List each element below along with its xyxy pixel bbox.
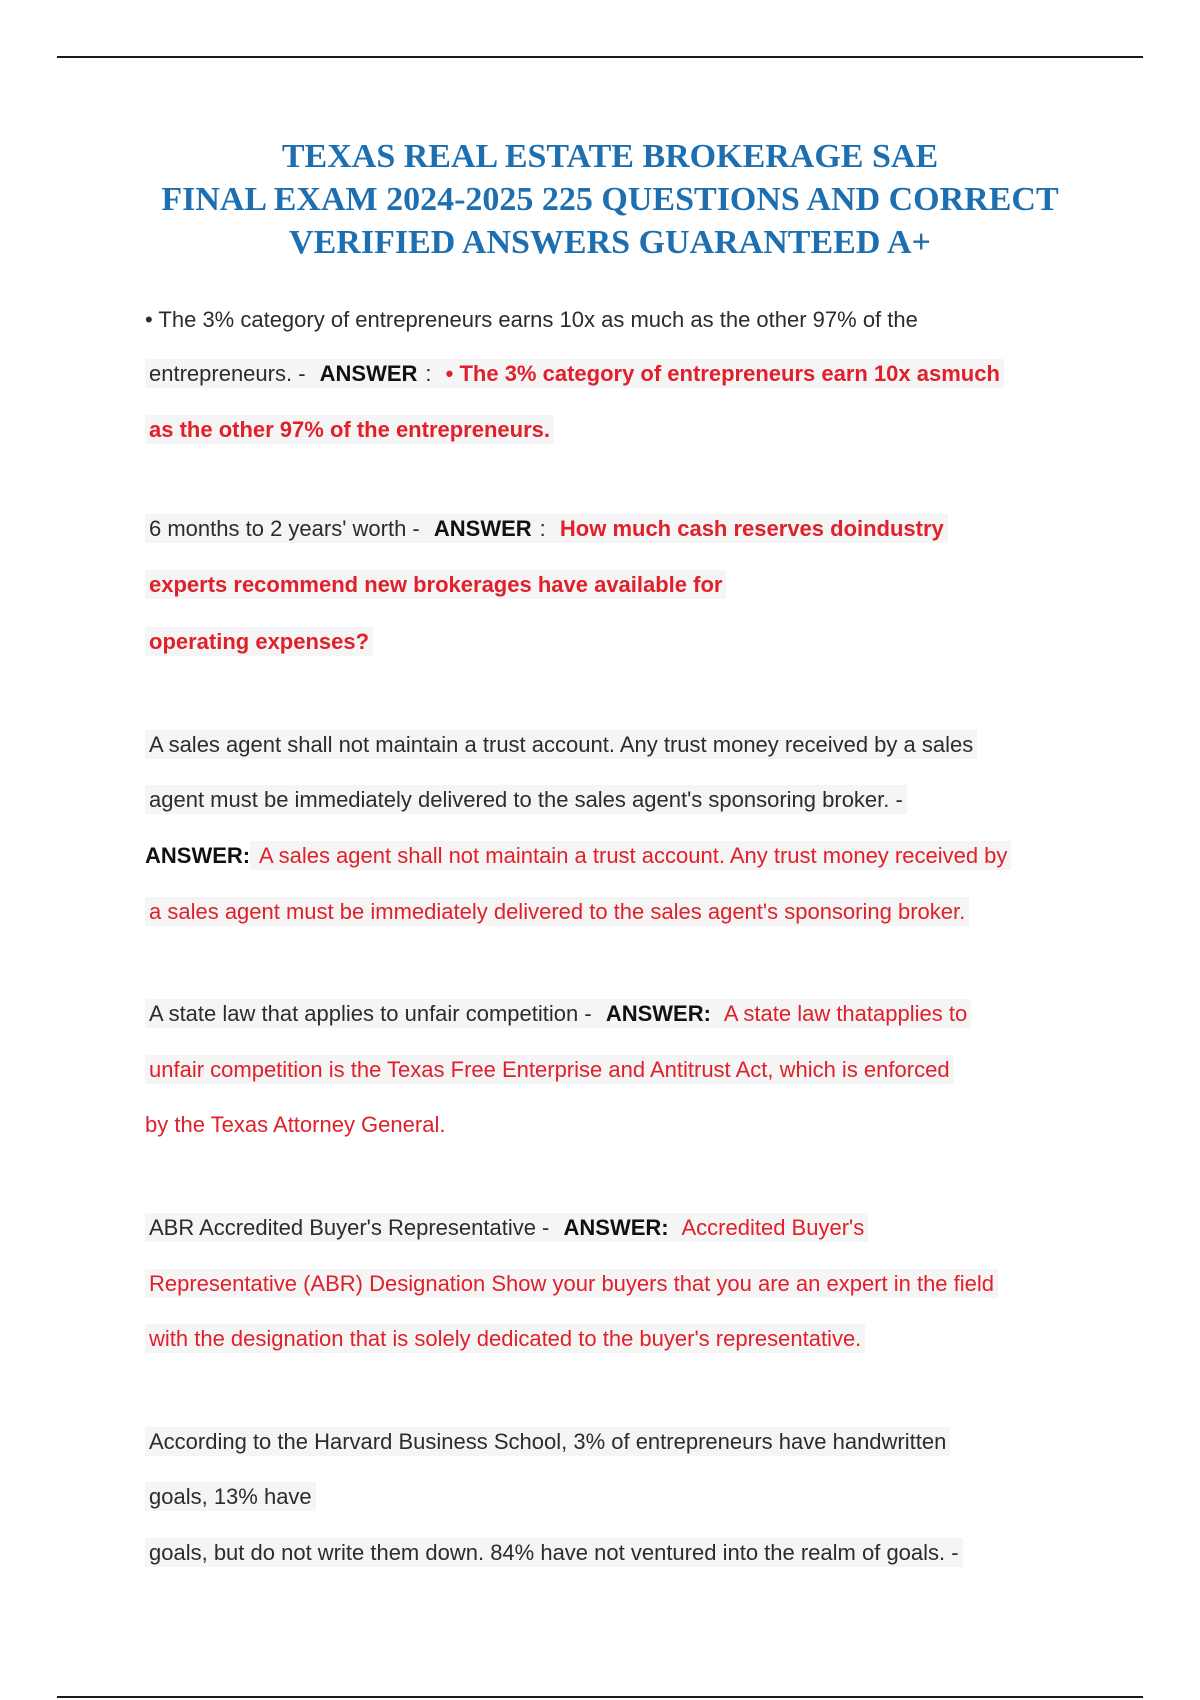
qa-item-3-question-line-2: agent must be immediately delivered to the sales agent's sponsoring broker. -: [145, 785, 907, 815]
bottom-rule: [57, 1696, 1143, 1698]
qa-item-1-answer-line-2: as the other 97% of the entrepreneurs.: [145, 415, 554, 445]
qa-item-3-question-line-1: A sales agent shall not maintain a trust account. Any trust money received by a sales: [145, 730, 977, 760]
qa-item-1-question-line-1: • The 3% category of entrepreneurs earns 10x as much as the other 97% of the: [145, 307, 918, 332]
qa-item-1-question: entrepreneurs. -: [145, 359, 316, 388]
qa-item-3-answer: A sales agent shall not maintain a trust account. Any trust money received by: [250, 841, 1011, 870]
qa-item-6-question-line-3: goals, but do not write them down. 84% have not ventured into the realm of goals. -: [145, 1538, 963, 1568]
qa-item-2-answer-line-2: experts recommend new brokerages have available for: [145, 570, 726, 600]
answer-label: ANSWER:: [145, 843, 251, 868]
qa-item-4-answer-line-2: unfair competition is the Texas Free Enterprise and Antitrust Act, which is enforced: [145, 1055, 954, 1085]
title-line-2: FINAL EXAM 2024-2025 225 QUESTIONS AND CORRECT: [161, 181, 1059, 218]
qa-item-5-line-1: [145, 1213, 868, 1243]
answer-label: ANSWER:: [560, 1213, 673, 1242]
qa-item-2-question: 6 months to 2 years' worth -: [145, 514, 430, 543]
qa-item-1-answer: • The 3% category of entrepreneurs earn 10x asmuch: [442, 359, 1004, 388]
qa-item-1-line-2: entrepreneurs. - ANSWER : • The 3% category of entrepreneurs earn 10x asmuch: [145, 359, 1004, 389]
qa-item-6-question-line-1: According to the Harvard Business School, 3% of entrepreneurs have handwritten: [145, 1427, 950, 1457]
qa-item-3-answer-line-2: a sales agent must be immediately delivered to the sales agent's sponsoring broker.: [145, 897, 969, 927]
qa-item-2-line-1: 6 months to 2 years' worth - ANSWER : How much cash reserves doindustry: [145, 514, 948, 544]
qa-item-4-answer-line-3: by the Texas Attorney General.: [145, 1112, 446, 1137]
answer-label: ANSWER:: [602, 999, 715, 1028]
qa-item-6-question-line-2: goals, 13% have: [145, 1482, 316, 1512]
qa-item-2-answer-line-3: operating expenses?: [145, 627, 373, 657]
qa-item-5-answer-line-3: with the designation that is solely dedicated to the buyer's representative.: [145, 1324, 865, 1354]
qa-item-3-line-3: [145, 841, 1011, 871]
qa-item-5-question: ABR Accredited Buyer's Representative -: [145, 1213, 560, 1242]
title-line-3: VERIFIED ANSWERS GUARANTEED A+: [289, 224, 931, 261]
qa-item-4-line-1: [145, 999, 971, 1029]
answer-label: ANSWER: [316, 359, 422, 388]
title-line-1: TEXAS REAL ESTATE BROKERAGE SAE: [281, 138, 939, 175]
qa-item-2-answer: How much cash reserves doindustry: [556, 514, 948, 543]
qa-item-5-answer: Accredited Buyer's: [673, 1213, 869, 1242]
qa-item-5-answer-line-2: Representative (ABR) Designation Show your buyers that you are an expert in the field: [145, 1269, 998, 1299]
qa-item-4-question: A state law that applies to unfair competition -: [145, 999, 602, 1028]
qa-item-4-answer: A state law thatapplies to: [715, 999, 971, 1028]
answer-label: ANSWER: [430, 514, 536, 543]
